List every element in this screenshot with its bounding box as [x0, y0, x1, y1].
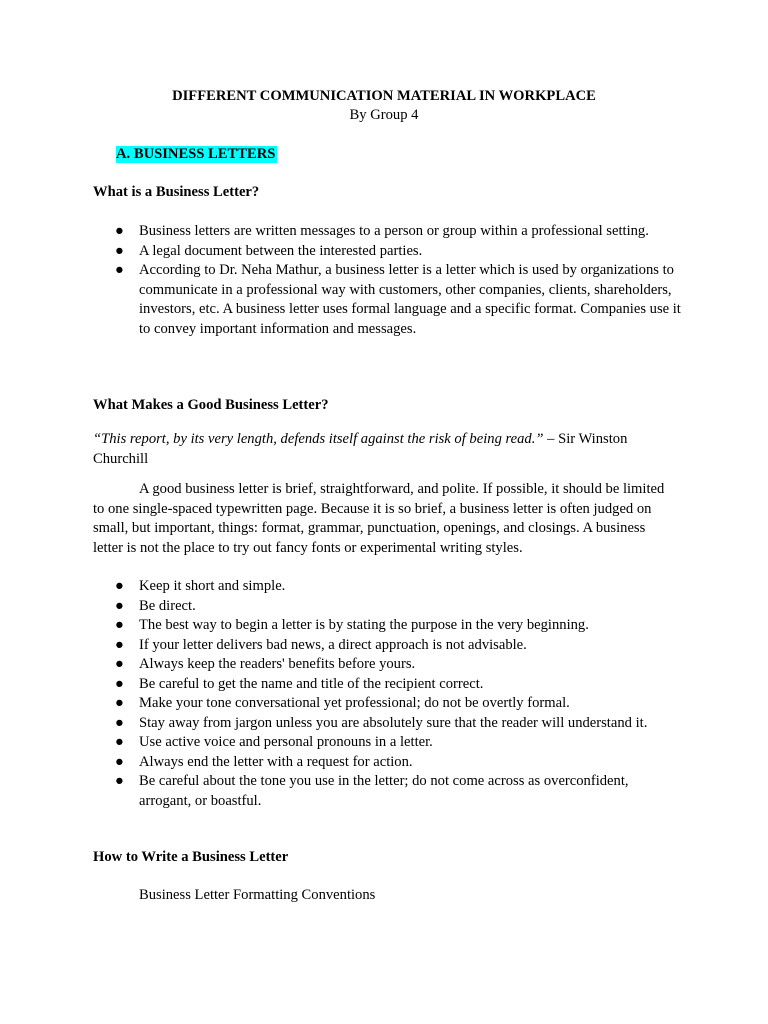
list-item — [93, 597, 683, 617]
bullet-icon: ● — [115, 695, 124, 711]
list-item — [93, 222, 683, 242]
document-title: DIFFERENT COMMUNICATION MATERIAL IN WORKPLACE — [172, 88, 596, 104]
list-item — [93, 714, 683, 734]
bullet-icon: ● — [115, 223, 124, 239]
quote-author: – Sir Winston Churchill — [93, 431, 628, 467]
list-item-text: Always keep the readers' benefits before yours. — [139, 656, 416, 672]
list-item-text: Be careful about the tone you use in the letter; do not come across as overconfident, arrogant, or boastful. — [139, 773, 629, 809]
list-item — [93, 772, 683, 811]
bullet-icon: ● — [115, 675, 124, 692]
bullet-icon: ● — [115, 262, 124, 278]
list-item — [93, 636, 683, 656]
bullet-icon: ● — [115, 773, 124, 789]
quote-text: “This report, by its very length, defends itself against the risk of being read.” — [93, 431, 544, 447]
bullet-icon: ● — [115, 242, 124, 259]
heading-good-letter: What Makes a Good Business Letter? — [93, 397, 329, 413]
quote — [93, 430, 673, 469]
bullet-icon: ● — [115, 578, 124, 594]
paragraph-good-letter: A good business letter is brief, straightforward, and polite. If possible, it should be limited to one single-spaced typewritten page. Because it is so brief, a business letter is often judged on small, but important, things: format, grammar, punctuation, openings, and closings. A business letter is not the place to try out fancy fonts or experimental writing styles. — [93, 481, 665, 556]
subheading-formatting: Business Letter Formatting Conventions — [139, 887, 376, 903]
list-good-letter — [93, 577, 683, 811]
list-item — [93, 694, 683, 714]
bullet-icon: ● — [115, 714, 124, 731]
list-what-is — [93, 222, 683, 339]
heading-what-is: What is a Business Letter? — [93, 184, 260, 200]
bullet-icon: ● — [115, 753, 124, 770]
list-item-text: The best way to begin a letter is by stating the purpose in the very beginning. — [139, 617, 589, 633]
bullet-icon: ● — [115, 636, 124, 653]
section-a-heading — [116, 145, 277, 165]
list-item-text: Business letters are written messages to a person or group within a professional setting. — [139, 223, 649, 239]
list-item-text: Be direct. — [139, 597, 196, 614]
document-subtitle: By Group 4 — [349, 107, 419, 123]
bullet-icon: ● — [115, 734, 124, 750]
list-item-text: Use active voice and personal pronouns in a letter. — [139, 734, 433, 750]
list-item-text: Always end the letter with a request for action. — [139, 753, 413, 770]
list-item — [93, 616, 683, 636]
bullet-icon: ● — [115, 656, 124, 672]
list-item-text: Be careful to get the name and title of the recipient correct. — [139, 675, 484, 692]
list-item — [93, 261, 683, 339]
list-item — [93, 655, 683, 675]
list-item-text: According to Dr. Neha Mathur, a business letter is a letter which is used by organizations to communicate in a professional way with customers, other companies, clients, shareholders, investors, etc. A business letter uses formal language and a specific format. Companies use it to convey important information and messages. — [139, 262, 681, 337]
section-a-label: A. BUSINESS LETTERS — [116, 146, 276, 162]
list-item-text: If your letter delivers bad news, a direct approach is not advisable. — [139, 636, 527, 653]
list-item — [93, 753, 683, 773]
list-item — [93, 675, 683, 695]
list-item — [93, 733, 683, 753]
list-item-text: Keep it short and simple. — [139, 578, 286, 594]
heading-how-to: How to Write a Business Letter — [93, 849, 289, 865]
bullet-icon: ● — [115, 617, 124, 633]
list-item-text: A legal document between the interested parties. — [139, 242, 423, 259]
list-item — [93, 577, 683, 597]
list-item — [93, 242, 683, 262]
list-item-text: Make your tone conversational yet professional; do not be overtly formal. — [139, 695, 570, 711]
list-item-text: Stay away from jargon unless you are absolutely sure that the reader will understand it. — [139, 714, 648, 731]
bullet-icon: ● — [115, 597, 124, 614]
